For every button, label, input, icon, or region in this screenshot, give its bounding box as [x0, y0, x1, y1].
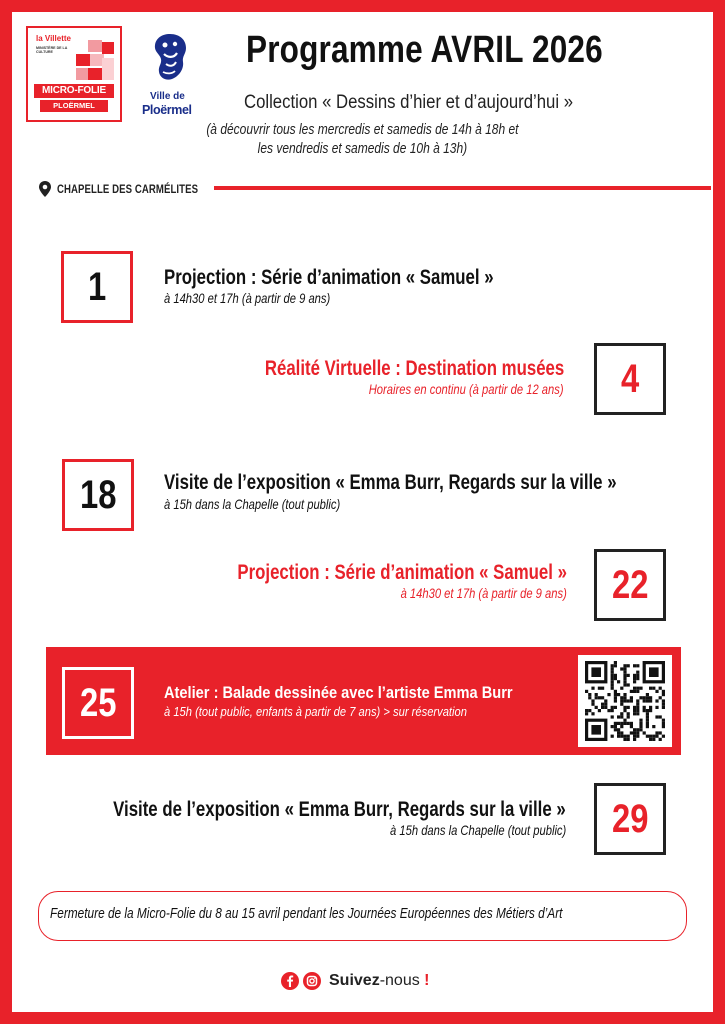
- closure-notice-text: Fermeture de la Micro-Folie du 8 au 15 avril pendant les Journées Européennes des Métiers d’Art: [50, 905, 563, 922]
- follow-us-bold: Suivez: [329, 972, 380, 989]
- date-box-18: [62, 459, 134, 531]
- date-number: 18: [79, 472, 117, 517]
- location-divider: [214, 186, 711, 190]
- event-details: Horaires en continu (à partir de 12 ans): [369, 381, 564, 397]
- event-title: Visite de l’exposition « Emma Burr, Regards sur la ville »: [113, 798, 566, 821]
- date-number: 25: [79, 680, 117, 725]
- event-title: Projection : Série d’animation « Samuel »: [237, 561, 567, 584]
- date-number: 1: [87, 264, 107, 309]
- la-villette-logo-text: la Villette: [36, 34, 71, 43]
- ville-de-ploermel-logo: [138, 30, 208, 122]
- opening-hours-line-1: (à découvrir tous les mercredis et samedis de 14h à 18h et: [206, 121, 519, 138]
- opening-hours: [0, 120, 725, 158]
- date-box-22: [594, 549, 666, 621]
- micro-folie-city: PLOËRMEL: [40, 100, 108, 112]
- map-pin-icon: [38, 181, 52, 197]
- date-number: 22: [611, 562, 649, 607]
- facebook-icon[interactable]: [281, 972, 299, 990]
- event-title: Projection : Série d’animation « Samuel »: [164, 266, 494, 289]
- qr-code-icon: [578, 655, 672, 747]
- event-details: à 14h30 et 17h (à partir de 9 ans): [164, 290, 331, 306]
- qr-code[interactable]: [578, 655, 672, 747]
- date-box-25: [62, 667, 134, 739]
- event-details: à 14h30 et 17h (à partir de 9 ans): [400, 585, 567, 601]
- instagram-icon[interactable]: [303, 972, 321, 990]
- ville-de-text: Ville de: [150, 91, 185, 102]
- ploermel-text: Ploërmel: [142, 103, 192, 117]
- location-name: CHAPELLE DES CARMÉLITES: [57, 182, 199, 196]
- event-details: à 15h dans la Chapelle (tout public): [389, 822, 566, 838]
- date-number: 4: [620, 356, 640, 401]
- date-number: 29: [611, 796, 649, 841]
- follow-us-text: [329, 972, 430, 990]
- event-title: Visite de l’exposition « Emma Burr, Regards sur la ville »: [164, 471, 617, 494]
- event-details: à 15h (tout public, enfants à partir de 7 ans) > sur réservation: [164, 704, 467, 719]
- event-title: Atelier : Balade dessinée avec l’artiste Emma Burr: [164, 683, 513, 702]
- cube-icon: [74, 38, 116, 82]
- opening-hours-line-2: les vendredis et samedis de 10h à 13h): [257, 140, 468, 157]
- date-box-29: [594, 783, 666, 855]
- date-box-4: [594, 343, 666, 415]
- ministry-text: MINISTÈRE DE LA CULTURE: [36, 46, 68, 54]
- date-box-1: [61, 251, 133, 323]
- page-title: Programme AVRIL 2026: [246, 29, 603, 71]
- micro-folie-label: MICRO-FOLIE: [34, 84, 114, 98]
- collection-subtitle: Collection « Dessins d’hier et d’aujourd’hui »: [244, 92, 574, 113]
- event-title: Réalité Virtuelle : Destination musées: [264, 357, 564, 380]
- event-details: à 15h dans la Chapelle (tout public): [164, 496, 341, 512]
- follow-us-rest: -nous: [379, 972, 420, 989]
- follow-us-exclamation: !: [419, 972, 430, 989]
- ermine-crest-icon: [150, 32, 190, 82]
- micro-folie-logo: [26, 26, 122, 122]
